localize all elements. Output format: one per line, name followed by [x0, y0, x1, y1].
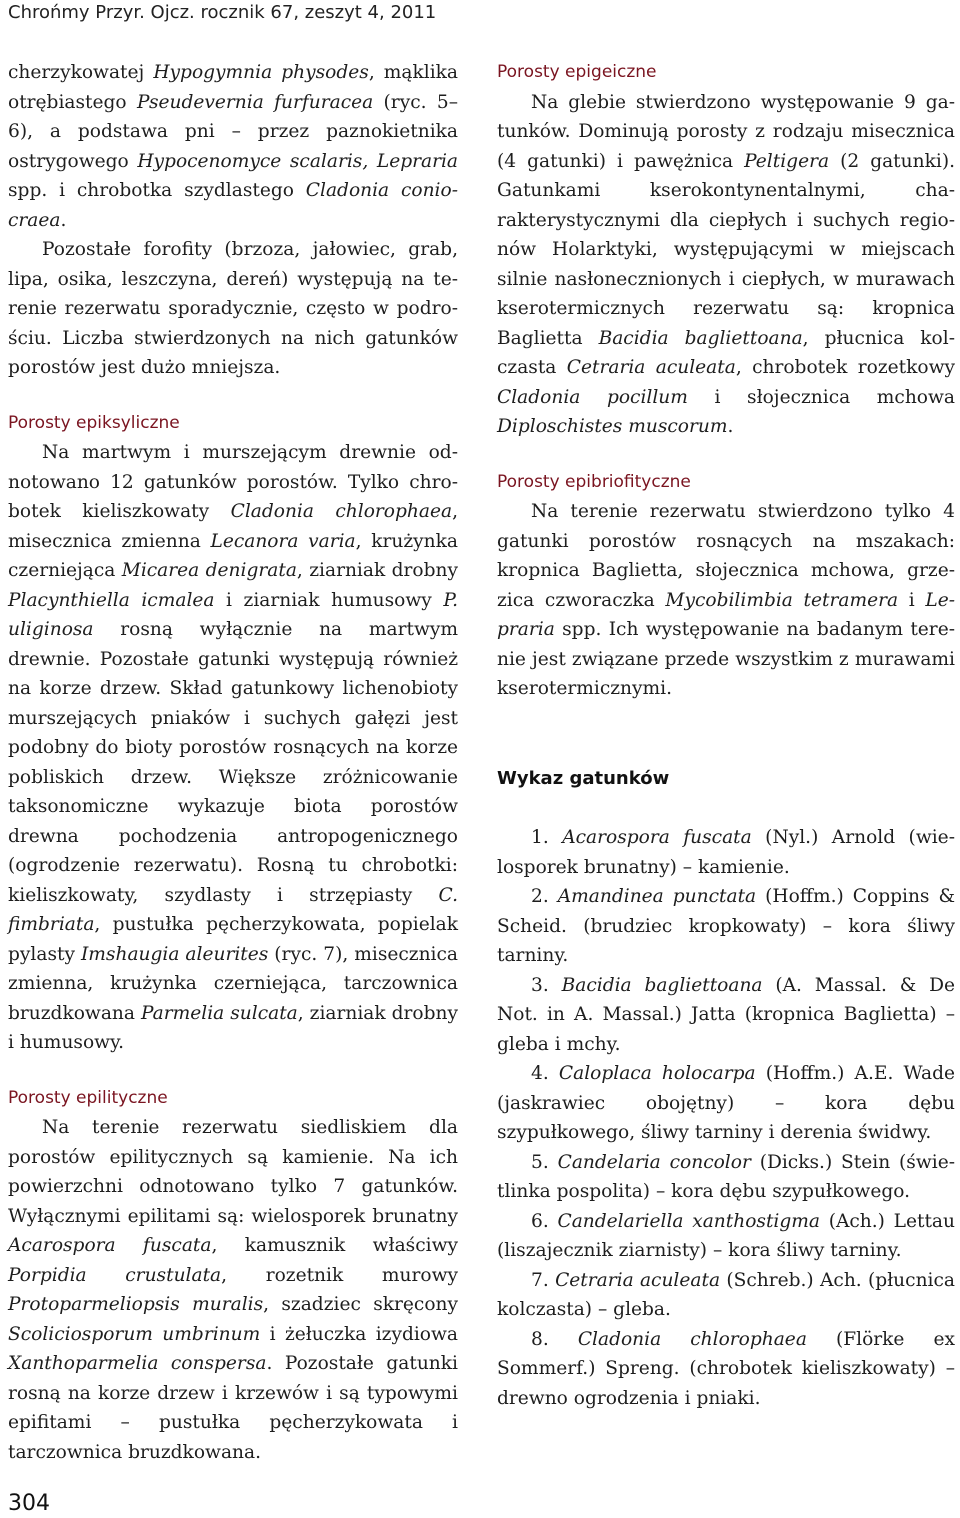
list-item: 6. Candelariella xanthostigma (Ach.) Lettau (liszajecznik ziarnisty) – kora śliwy tarniny.: [497, 1210, 955, 1261]
heading-epiksyliczne: Porosty epiksyliczne: [8, 412, 180, 433]
heading-epibriofityczne: Porosty epibriofityczne: [497, 471, 691, 492]
list-item: 1. Acarospora fuscata (Nyl.) Arnold (wielosporek brunatny) – kamienie.: [497, 827, 955, 878]
paragraph-epiphytes-continued: cherzykowatej Hypogymnia physodes, mąklika otrębiastego Pseudevernia furfuracea (ryc. 5–6), a podstawa pni – przez paznokietnika ostrygowego Hypocenomyce scalaris, Lepraria spp. i chrobotka szydlastego Cladonia coniocraea.: [8, 62, 458, 231]
heading-epigeiczne: Porosty epigeiczne: [497, 62, 657, 82]
list-item: 5. Candelaria concolor (Dicks.) Stein (świetlinka pospolita) – kora dębu szypułkowego.: [497, 1151, 955, 1202]
paragraph-epibriofityczne: Na terenie rezerwatu stwierdzono tylko 4 gatunki porostów rosnących na mszakach: kropnica Baglietta, słojecznica mchowa, grzezica czworaczka Mycobilimbia tetramera i Lepraria spp. Ich występowanie na badanym terenie jest związane przede wszystkim z murawami kserotermicznymi.: [497, 501, 955, 699]
paragraph-epigeiczne: Na glebie stwierdzono występowanie 9 gatunków. Dominują porosty z rodzaju misecznica (4 gatunki) i pawężnica Peltigera (2 gatunki). Gatunkami kserokontynentalnymi, charakterystycznymi dla ciepłych i suchych regionów Holarktyki, występującymi w miejscach silnie nasłonecznionych i ciepłych, w murawach kserotermicznych rezerwatu są: kropnica Baglietta Bacidia bagliettoana, płucnica kolczasta Cetraria aculeata, chrobotek rozetkowy Cladonia pocillum i słojecznica mchowa Diploschistes muscorum.: [497, 91, 956, 437]
list-item: 8. Cladonia chlorophaea (Flörke ex Sommerf.) Spreng. (chrobotek kieliszkowaty) – drewno ogrodzenia i pniaki.: [497, 1328, 955, 1409]
right-column: [497, 58, 955, 1413]
heading-wykaz-gatunkow: Wykaz gatunków: [497, 767, 670, 789]
paragraph-other-phorophytes: Pozostałe forofity (brzoza, jałowiec, grab, lipa, osika, leszczyna, dereń) występują na terenie rezerwatu sporadycznie, często w podrościu. Liczba stwierdzonych na nich gatunków porostów jest dużo mniejsza.: [8, 239, 458, 378]
list-item: 4. Caloplaca holocarpa (Hoffm.) A.E. Wade (jaskrawiec obojętny) – kora dębu szypułkowego, śliwy tarniny i derenia świdwy.: [497, 1063, 955, 1143]
paragraph-epiksyliczne: Na martwym i murszejącym drewnie odnotowano 12 gatunków porostów. Tylko chrobotek kieliszkowaty Cladonia chlorophaea, misecznica zmienna Lecanora varia, krużynka czerniejąca Micarea denigrata, ziarniak drobny Placynthiella icmalea i ziarniak humusowy P. uliginosa rosną wyłącznie na martwym drewnie. Pozostałe gatunki występują również na korze drzew. Skład gatunkowy lichenobioty murszejących pniaków i suchych gałęzi jest podobny do bioty porostów rosnących na korze pobliskich drzew. Większe zróżnicowanie taksonomiczne wykazuje biota porostów drewna pochodzenia antropogenicznego (ogrodzenie rezerwatu). Rosną tu chrobotki: kieliszkowaty, szydlasty i strzępiasty C. fimbriata, pustułka pęcherzykowata, popielak pylasty Imshaugia aleurites (ryc. 7), misecznica zmienna, krużynka czerniejąca, tarczownica bruzdkowana Parmelia sulcata, ziarniak drobny i humusowy.: [8, 442, 459, 1053]
species-list: [497, 823, 955, 1413]
left-column: [8, 58, 458, 1467]
list-item: 3. Bacidia bagliettoana (A. Massal. & De Not. in A. Massal.) Jatta (kropnica Baglietta) – gleba i mchy.: [497, 974, 955, 1055]
running-head: Chrońmy Przyr. Ojcz. rocznik 67, zeszyt 4, 2011: [8, 2, 437, 23]
heading-epilityczne: Porosty epilityczne: [8, 1087, 168, 1108]
paragraph-epilityczne: Na terenie rezerwatu siedliskiem dla porostów epilitycznych są kamienie. Na ich powierzchni odnotowano tylko 7 gatunków. Wyłącznymi epilitami są: wielosporek brunatny Acarospora fuscata, kamusznik właściwy Porpidia crustulata, rozetnik murowy Protoparmeliopsis muralis, szadziec skręcony Scoliciosporum umbrinum i żełuczka izydiowa Xanthoparmelia conspersa. Pozostałe gatunki rosną na korze drzew i krzewów i są typowymi epifitami – pustułka pęcherzykowata i tarczownica bruzdkowana.: [8, 1117, 459, 1463]
page-number: 304: [8, 1491, 50, 1516]
list-item: 7. Cetraria aculeata (Schreb.) Ach. (płucnica kolczasta) – gleba.: [497, 1269, 955, 1320]
list-item: 2. Amandinea punctata (Hoffm.) Coppins & Scheid. (brudziec kropkowaty) – kora śliwy tarniny.: [497, 886, 955, 966]
